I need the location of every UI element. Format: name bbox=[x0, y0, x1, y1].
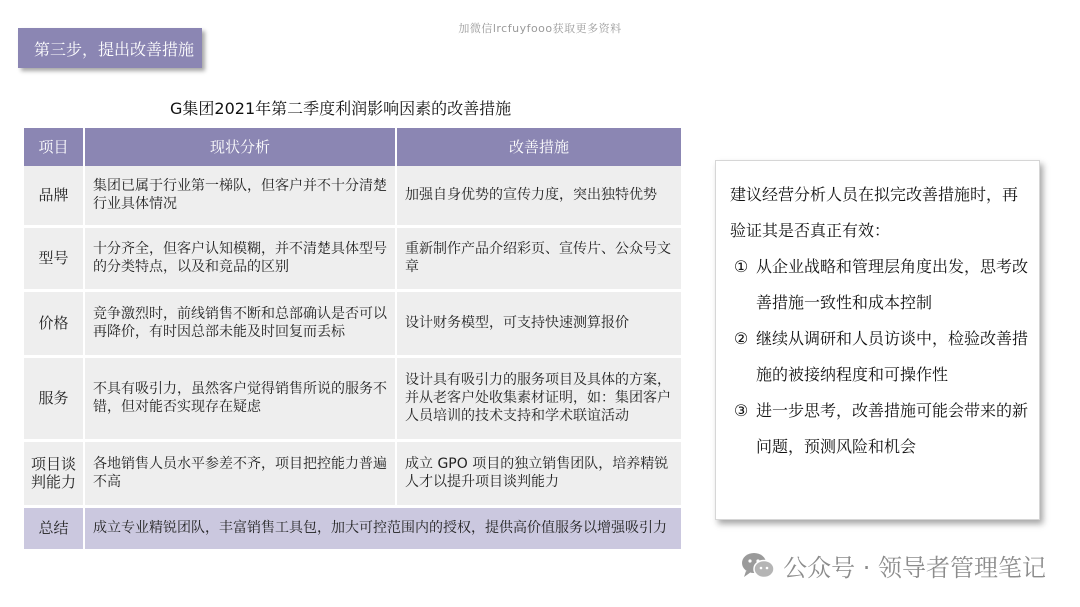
step-label: 第三步，提出改善措施 bbox=[18, 28, 202, 68]
row-item: 品牌 bbox=[24, 166, 84, 226]
table-row bbox=[24, 226, 682, 290]
row-measure: 重新制作产品介绍彩页、宣传片、公众号文章 bbox=[396, 226, 682, 290]
advice-point bbox=[726, 321, 1029, 393]
summary-row bbox=[24, 506, 682, 550]
summary-text: 成立专业精锐团队，丰富销售工具包，加大可控范围内的授权，提供高价值服务以增强吸引力 bbox=[84, 506, 682, 550]
table-row bbox=[24, 290, 682, 356]
row-measure: 成立 GPO 项目的独立销售团队，培养精锐人才以提升项目谈判能力 bbox=[396, 440, 682, 506]
row-analysis: 竞争激烈时，前线销售不断和总部确认是否可以再降价，有时因总部未能及时回复而丢标 bbox=[84, 290, 396, 356]
table-row bbox=[24, 166, 682, 226]
advice-point-text: 进一步思考，改善措施可能会带来的新问题，预测风险和机会 bbox=[756, 401, 1029, 456]
advice-intro: 建议经营分析人员在拟完改善措施时，再验证其是否真正有效： bbox=[730, 185, 1019, 240]
table-title: G集团2021年第二季度利润影响因素的改善措施 bbox=[170, 99, 512, 118]
table-header-row bbox=[24, 128, 682, 166]
advice-point-number: ① bbox=[733, 257, 749, 276]
row-item: 项目谈判能力 bbox=[24, 440, 84, 506]
row-analysis: 各地销售人员水平参差不齐，项目把控能力普遍不高 bbox=[84, 440, 396, 506]
advice-point bbox=[726, 249, 1029, 321]
row-item: 价格 bbox=[24, 290, 84, 356]
improvement-table bbox=[24, 128, 683, 552]
advice-point-text: 从企业战略和管理层角度出发，思考改善措施一致性和成本控制 bbox=[756, 257, 1029, 312]
advice-point-text: 继续从调研和人员访谈中，检验改善措施的被接纳程度和可操作性 bbox=[756, 329, 1029, 384]
advice-point-number: ③ bbox=[733, 401, 749, 420]
row-measure: 设计具有吸引力的服务项目及具体的方案，并从老客户处收集素材证明，如：集团客户人员培训的技术支持和学术联谊活动 bbox=[396, 356, 682, 440]
table-row bbox=[24, 356, 682, 440]
column-header-analysis: 现状分析 bbox=[84, 128, 396, 166]
row-analysis: 十分齐全，但客户认知模糊，并不清楚具体型号的分类特点，以及和竞品的区别 bbox=[84, 226, 396, 290]
table-row bbox=[24, 440, 682, 506]
row-item: 服务 bbox=[24, 356, 84, 440]
footer-watermark-text: 公众号 · 领导者管理笔记 bbox=[783, 554, 1046, 582]
advice-point bbox=[726, 393, 1029, 465]
column-header-item: 项目 bbox=[24, 128, 84, 166]
summary-item: 总结 bbox=[24, 506, 84, 550]
row-measure: 加强自身优势的宣传力度，突出独特优势 bbox=[396, 166, 682, 226]
advice-box bbox=[715, 160, 1040, 520]
column-header-measure: 改善措施 bbox=[396, 128, 682, 166]
row-measure: 设计财务模型，可支持快速测算报价 bbox=[396, 290, 682, 356]
row-analysis: 集团已属于行业第一梯队，但客户并不十分清楚行业具体情况 bbox=[84, 166, 396, 226]
top-watermark: 加微信lrcfuyfooo获取更多资料 bbox=[458, 22, 622, 35]
wechat-icon bbox=[741, 551, 775, 581]
advice-point-number: ② bbox=[733, 329, 749, 348]
row-analysis: 不具有吸引力，虽然客户觉得销售所说的服务不错，但对能否实现存在疑虑 bbox=[84, 356, 396, 440]
footer-watermark bbox=[741, 548, 1046, 583]
row-item: 型号 bbox=[24, 226, 84, 290]
